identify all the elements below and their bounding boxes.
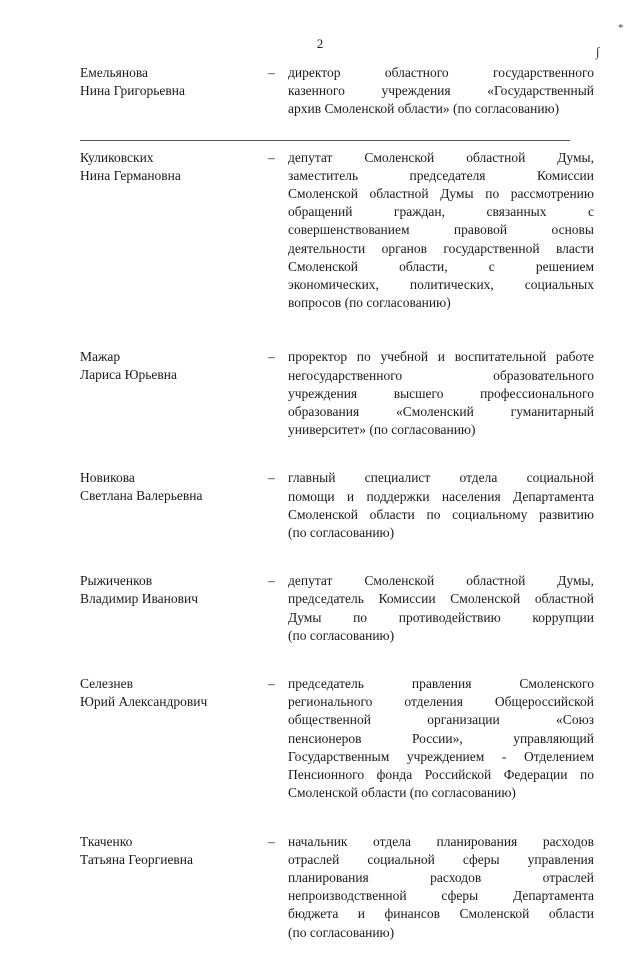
position-line: директор областного государственного bbox=[288, 65, 594, 80]
position-line: Смоленской областной Думы по рассмотрению bbox=[288, 186, 594, 202]
member-given-name: Юрий Александрович bbox=[80, 694, 208, 710]
member-surname: Мажар bbox=[80, 349, 121, 365]
member-list bbox=[0, 64, 640, 972]
position-line: вопросов (по согласованию) bbox=[288, 295, 451, 311]
member-entry bbox=[0, 469, 640, 542]
position-line: Думы по противодействию коррупции bbox=[288, 609, 594, 625]
dash-separator: – bbox=[268, 833, 275, 849]
member-name bbox=[80, 149, 260, 185]
position-line: негосударственного образовательного bbox=[288, 367, 594, 383]
member-surname: Селезнев bbox=[80, 676, 133, 692]
member-position bbox=[288, 675, 594, 802]
position-line: председатель Комиссии Смоленской областной bbox=[288, 591, 594, 607]
position-line: бюджета и финансов Смоленской области bbox=[288, 906, 594, 922]
position-line: совершенствованием правовой основы bbox=[288, 222, 594, 238]
position-line: (по согласованию) bbox=[288, 525, 395, 541]
position-line: помощи и поддержки населения Департамента bbox=[288, 488, 594, 504]
position-line: депутат Смоленской областной Думы, bbox=[288, 573, 594, 589]
position-line: Пенсионного фонда Российской Федерации по bbox=[288, 767, 594, 783]
member-given-name: Лариса Юрьевна bbox=[80, 367, 178, 383]
position-line: казенного учреждения «Государственный bbox=[288, 83, 594, 99]
position-line: регионального отделения Общероссийской bbox=[288, 694, 594, 710]
position-line: депутат Смоленской областной Думы, bbox=[288, 149, 594, 165]
position-line: (по согласованию) bbox=[288, 924, 395, 940]
member-name bbox=[80, 64, 260, 100]
position-line: пенсионеров России», управляющий bbox=[288, 730, 594, 746]
position-line: Государственным учреждением - Отделением bbox=[288, 748, 594, 764]
dash-separator: – bbox=[268, 149, 275, 165]
position-line: Смоленской области по социальному развитию bbox=[288, 506, 594, 522]
member-entry bbox=[0, 572, 640, 645]
position-line: образования «Смоленский гуманитарный bbox=[288, 404, 594, 420]
dash-separator: – bbox=[268, 573, 275, 589]
member-name bbox=[80, 572, 260, 608]
position-line: Смоленской области (по согласованию) bbox=[288, 785, 516, 801]
member-position bbox=[288, 64, 594, 119]
position-line: деятельности органов государственной власти bbox=[288, 240, 594, 256]
dash-separator: – bbox=[268, 470, 275, 486]
member-surname: Ткаченко bbox=[80, 833, 133, 849]
member-position bbox=[288, 149, 594, 313]
position-line: (по согласованию) bbox=[288, 627, 395, 643]
handwritten-mark: ∫ bbox=[596, 44, 600, 59]
position-line: обращений граждан, связанных с bbox=[288, 204, 594, 220]
dash-separator: – bbox=[268, 65, 275, 80]
member-position bbox=[288, 469, 594, 542]
scan-line-artifact bbox=[80, 140, 570, 141]
position-line: Смоленской области, с решением bbox=[288, 258, 594, 274]
member-name bbox=[80, 469, 260, 505]
member-entry bbox=[0, 149, 640, 313]
dash-separator: – bbox=[268, 676, 275, 692]
position-line: отраслей социальной сферы управления bbox=[288, 851, 594, 867]
member-position bbox=[288, 833, 594, 942]
position-line: непроизводственной сферы Департамента bbox=[288, 888, 594, 904]
dash-separator: – bbox=[268, 349, 275, 365]
position-line: университет» (по согласованию) bbox=[288, 422, 476, 438]
position-line: главный специалист отдела социальной bbox=[288, 470, 594, 486]
member-surname: Рыжиченков bbox=[80, 573, 153, 589]
position-line: учреждения высшего профессионального bbox=[288, 385, 594, 401]
member-position bbox=[288, 572, 594, 645]
position-line: экономических, политических, социальных bbox=[288, 277, 594, 293]
position-line: архив Смоленской области» (по согласованию) bbox=[288, 101, 560, 117]
page-number: 2 bbox=[316, 36, 324, 51]
position-line: начальник отдела планирования расходов bbox=[288, 833, 594, 849]
member-given-name: Нина Григорьевна bbox=[80, 83, 185, 98]
member-entry bbox=[0, 833, 640, 942]
position-line: планирования расходов отраслей bbox=[288, 869, 594, 885]
member-entry bbox=[0, 64, 640, 119]
position-line: заместитель председателя Комиссии bbox=[288, 167, 594, 183]
member-surname: Новикова bbox=[80, 470, 135, 486]
member-position bbox=[288, 348, 594, 439]
member-surname: Емельянова bbox=[80, 65, 149, 80]
member-entry bbox=[0, 348, 640, 439]
member-name bbox=[80, 833, 260, 869]
corner-mark: * bbox=[618, 22, 624, 34]
member-given-name: Владимир Иванович bbox=[80, 591, 199, 607]
member-name bbox=[80, 348, 260, 384]
position-line: проректор по учебной и воспитательной работе bbox=[288, 349, 594, 365]
member-entry bbox=[0, 675, 640, 802]
member-name bbox=[80, 675, 260, 711]
member-given-name: Татьяна Георгиевна bbox=[80, 851, 194, 867]
member-given-name: Светлана Валерьевна bbox=[80, 488, 203, 504]
position-line: общественной организации «Союз bbox=[288, 712, 594, 728]
position-line: председатель правления Смоленского bbox=[288, 676, 594, 692]
member-surname: Куликовских bbox=[80, 149, 154, 165]
member-given-name: Нина Германовна bbox=[80, 167, 181, 183]
